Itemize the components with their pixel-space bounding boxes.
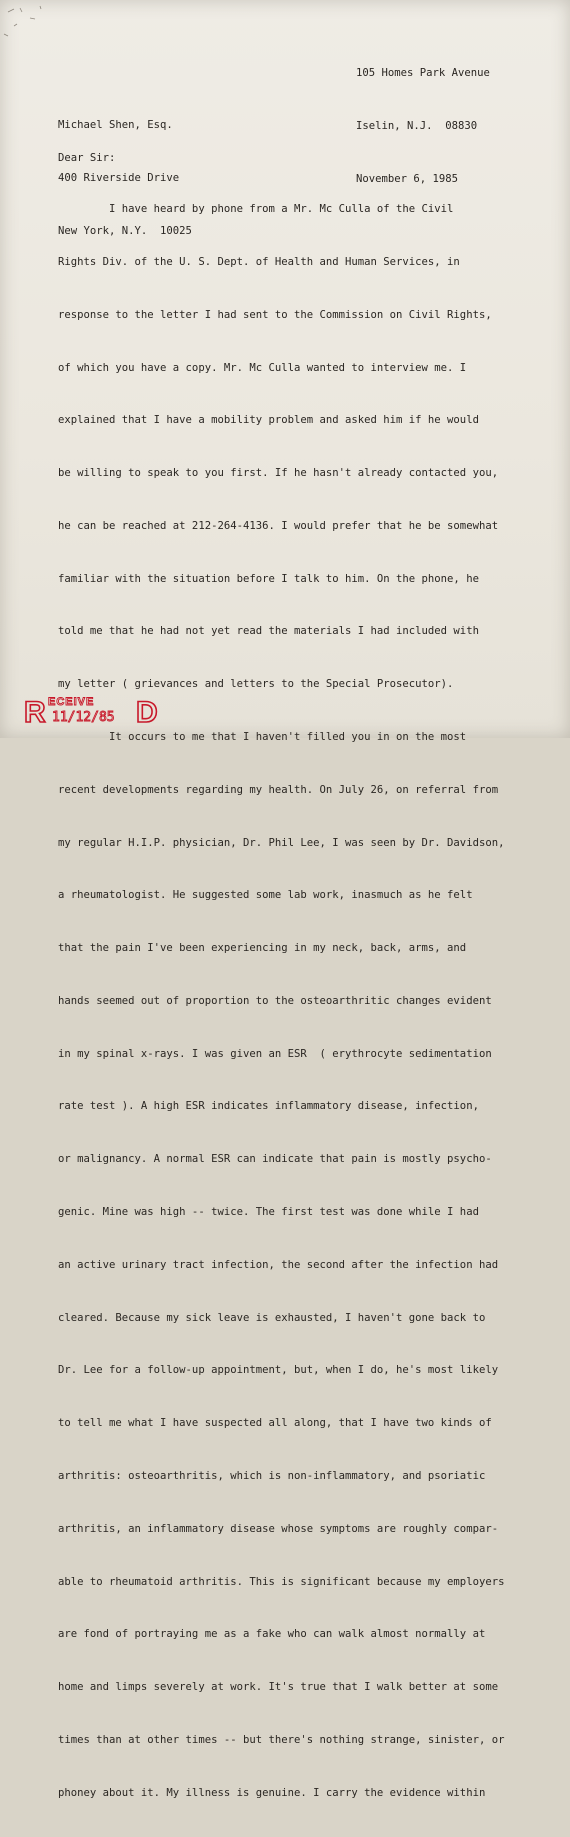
- body-line: he can be reached at 212-264-4136. I would prefer that he be somewhat: [58, 519, 499, 532]
- recipient-city: New York, N.Y. 10025: [58, 224, 192, 237]
- body-line: explained that I have a mobility problem and asked him if he would: [58, 414, 479, 427]
- body-line: arthritis: osteoarthritis, which is non-inflammatory, and psoriatic: [58, 1469, 486, 1482]
- body-line: my regular H.I.P. physician, Dr. Phil Lee, I was seen by Dr. Davidson,: [58, 836, 505, 849]
- body-line: that the pain I've been experiencing in my neck, back, arms, and: [58, 942, 467, 955]
- body-line: or malignancy. A normal ESR can indicate that pain is mostly psycho-: [58, 1153, 492, 1166]
- letter-date: November 6, 1985: [356, 172, 459, 185]
- body-line: an active urinary tract infection, the second after the infection had: [58, 1258, 499, 1271]
- body-line: to tell me what I have suspected all along, that I have two kinds of: [58, 1417, 492, 1430]
- body-line: response to the letter I had sent to the Commission on Civil Rights,: [58, 308, 492, 321]
- body-line: genic. Mine was high -- twice. The first test was done while I had: [58, 1206, 479, 1219]
- sender-street: 105 Homes Park Avenue: [356, 67, 490, 80]
- body-line: be willing to speak to you first. If he hasn't already contacted you,: [58, 467, 499, 480]
- body-line: my letter ( grievances and letters to the Special Prosecutor).: [58, 678, 454, 691]
- letter-body: [58, 166, 504, 1837]
- body-line: I have heard by phone from a Mr. Mc Culla of the Civil: [58, 203, 454, 216]
- body-line: of which you have a copy. Mr. Mc Culla wanted to interview me. I: [58, 361, 467, 374]
- recipient-name: Michael Shen, Esq.: [58, 119, 173, 132]
- body-line: cleared. Because my sick leave is exhausted, I haven't gone back to: [58, 1311, 486, 1324]
- recipient-street: 400 Riverside Drive: [58, 171, 180, 184]
- stamp-initial-r: R: [24, 696, 46, 729]
- body-line: home and limps severely at work. It's true that I walk better at some: [58, 1681, 499, 1694]
- body-line: told me that he had not yet read the materials I had included with: [58, 625, 479, 638]
- body-line: hands seemed out of proportion to the osteoarthritic changes evident: [58, 994, 492, 1007]
- body-line: able to rheumatoid arthritis. This is significant because my employers: [58, 1575, 505, 1588]
- sender-city: Iselin, N.J. 08830: [356, 119, 478, 132]
- body-line: a rheumatologist. He suggested some lab work, inasmuch as he felt: [58, 889, 473, 902]
- body-line: recent developments regarding my health. On July 26, on referral from: [58, 783, 499, 796]
- stamp-middle-letters: ECEIVE: [48, 696, 95, 708]
- body-line: rate test ). A high ESR indicates inflammatory disease, infection,: [58, 1100, 479, 1113]
- body-line: Rights Div. of the U. S. Dept. of Health and Human Services, in: [58, 255, 460, 268]
- received-stamp: [22, 692, 160, 729]
- body-line: It occurs to me that I haven't filled you in on the most: [58, 731, 467, 743]
- body-line: phoney about it. My illness is genuine. I carry the evidence within: [58, 1786, 486, 1799]
- body-line: familiar with the situation before I talk to him. On the phone, he: [58, 572, 479, 585]
- stamp-date: 11/12/85: [52, 710, 115, 725]
- body-line: in my spinal x-rays. I was given an ESR ( erythrocyte sedimentation: [58, 1047, 492, 1060]
- salutation: Dear Sir:: [58, 152, 116, 164]
- body-line: Dr. Lee for a follow-up appointment, but, when I do, he's most likely: [58, 1364, 499, 1377]
- body-line: times than at other times -- but there's nothing strange, sinister, or: [58, 1733, 505, 1746]
- stamp-final-d: D: [136, 696, 158, 729]
- body-line: arthritis, an inflammatory disease whose symptoms are roughly compar-: [58, 1522, 499, 1535]
- body-line: are fond of portraying me as a fake who can walk almost normally at: [58, 1628, 486, 1641]
